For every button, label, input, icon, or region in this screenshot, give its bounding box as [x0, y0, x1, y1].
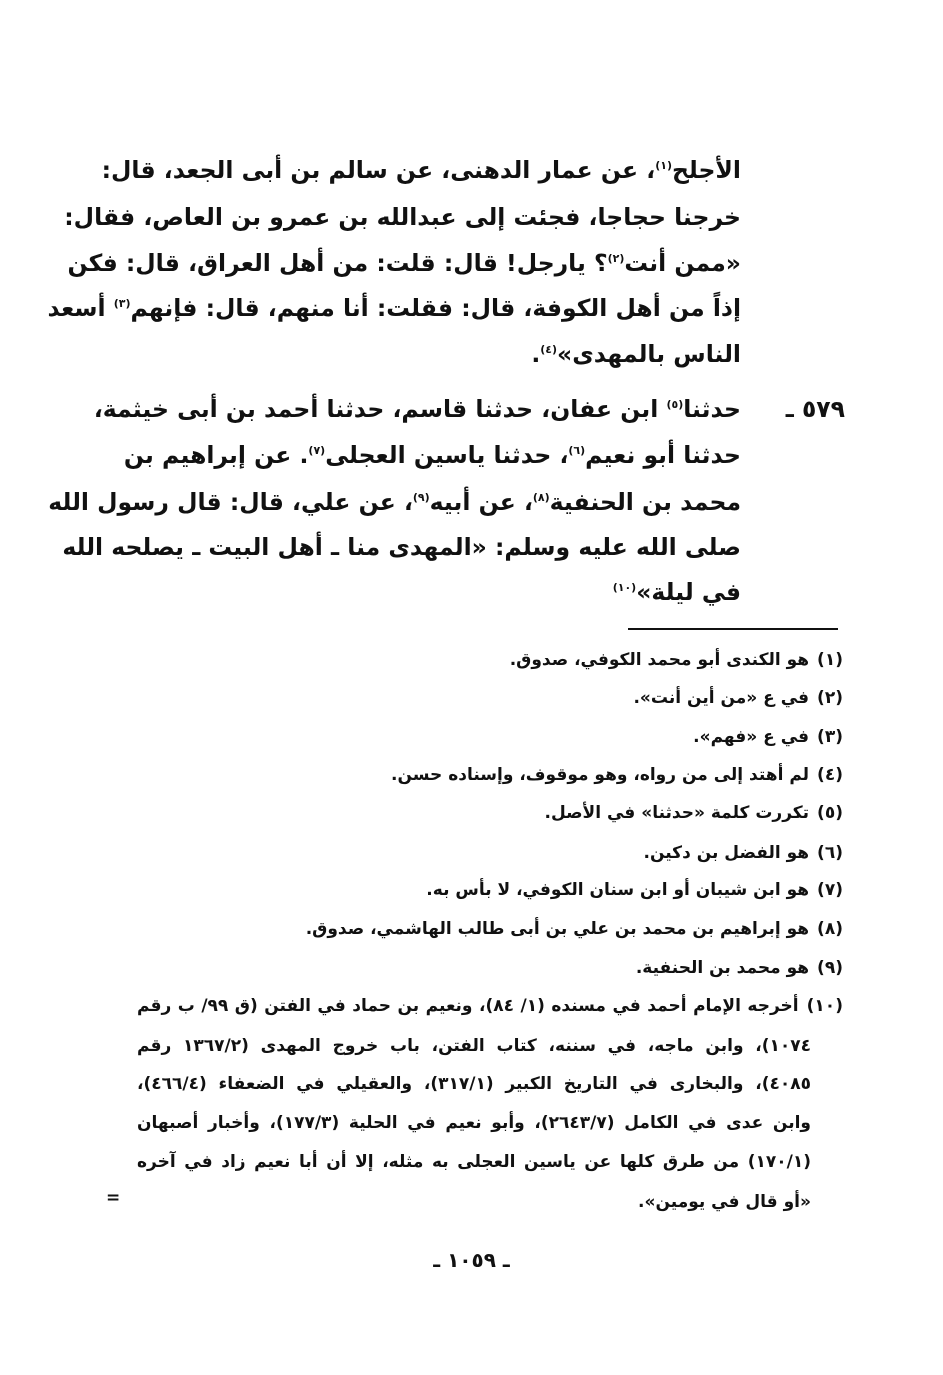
- footnote-text: أخرجه الإمام أحمد في مسنده (١/ ٨٤)، ونعيم بن حماد في الفتن (ق ٩٩/ ب رقم: [137, 996, 799, 1016]
- footnote: [143, 642, 843, 678]
- footnote-ref: (٩): [412, 491, 430, 505]
- footnote-number: (٩): [817, 958, 843, 978]
- footnote-text: هو ابن شيبان أو ابن سنان الكوفي، لا بأس به.: [426, 880, 810, 900]
- footnote-ref: (٨): [532, 491, 550, 505]
- footnote-ref: (٤): [540, 343, 558, 357]
- continuation-mark: =: [106, 1188, 121, 1208]
- footnote: [143, 757, 843, 793]
- footnote-text: هو الكندى أبو محمد الكوفي، صدوق.: [509, 650, 810, 670]
- text-line: «ممن أنت$^{(٢)}$؟ يارجل! قال: قلت: من أهل العراق، قال: فكن: [67, 249, 741, 277]
- footnote: [143, 795, 843, 831]
- footnote: [143, 680, 843, 716]
- text-line: صلى الله عليه وسلم: «المهدى منا ـ أهل البيت ـ يصلحه الله: [62, 533, 741, 561]
- footnote-number: (٦): [817, 843, 843, 863]
- footnote-continuation: وابن عدى في الكامل (٢٦٤٣/٧)، وأبو نعيم في الحلية (١٧٧/٣)، وأخبار أصبهان: [137, 1113, 811, 1133]
- footnote-text: في ع «من أين أنت».: [633, 688, 810, 708]
- footnote-number: (٣): [817, 727, 843, 747]
- footnote-number: (١): [817, 650, 843, 670]
- footnote-text: في ع «فهم».: [693, 727, 810, 747]
- footnote: [143, 872, 843, 908]
- footnote-text: هو إبراهيم بن محمد بن علي بن أبى طالب الهاشمي، صدوق.: [305, 919, 810, 939]
- footnote-number: (٥): [817, 803, 843, 823]
- footnote: [143, 950, 843, 986]
- footnote-ref: (١): [655, 159, 672, 173]
- footnote-text: تكررت كلمة «حدثنا» في الأصل.: [544, 803, 810, 823]
- text-line: في ليلة»$^{(١٠)}$: [612, 578, 741, 606]
- text-line: حدثنا أبو نعيم$^{(٦)}$، حدثنا ياسين العجلى$^{(٧)}$. عن إبراهيم بن: [123, 441, 741, 469]
- footnote-number: (٢): [817, 688, 843, 708]
- footnote-ref: (٥): [666, 398, 684, 412]
- text-line: حدثنا$^{(٥)}$ ابن عفان، حدثنا قاسم، حدثنا أحمد بن أبى خيثمة،: [93, 395, 741, 423]
- footnote-text: هو محمد بن الحنفية.: [635, 958, 810, 978]
- footnote-continuation: «أو قال في يومين».: [638, 1192, 811, 1212]
- footnote: [143, 719, 843, 755]
- footnote: [137, 988, 843, 1024]
- footnote-ref: (٧): [308, 444, 326, 458]
- footnote-ref: (٦): [568, 444, 586, 458]
- footnote-continuation: ٤٠٨٥)، والبخارى في التاريخ الكبير (٣١٧/١)، والعقيلي في الضعفاء (٤٦٦/٤)،: [137, 1074, 811, 1094]
- footnote-divider: [628, 628, 838, 630]
- footnote-number: (١٠): [806, 996, 843, 1016]
- text-line: الناس بالمهدى»$^{(٤)}$.: [531, 340, 741, 368]
- footnote: [143, 835, 843, 871]
- footnote-ref: (٢): [607, 252, 625, 266]
- footnote-text: هو الفضل بن دكين.: [643, 843, 810, 863]
- footnote-ref: (٣): [113, 297, 131, 311]
- footnote-number: (٧): [817, 880, 843, 900]
- text-line: إذاً من أهل الكوفة، قال: فقلت: أنا منهم، قال: فإنهم$^{(٣)}$ أسعد: [47, 294, 741, 322]
- page-number: ـ ١٠٥٩ ـ: [433, 1248, 510, 1272]
- text-line: الأجلح$^{(١)}$، عن عمار الدهنى، عن سالم بن أبى الجعد، قال:: [101, 156, 741, 184]
- footnote-continuation: (١٧٠/١) من طرق كلها عن ياسين العجلى به مثله، إلا أن أبا نعيم زاد في آخره: [137, 1152, 811, 1172]
- footnote-number: (٤): [817, 765, 843, 785]
- footnote: [143, 911, 843, 947]
- footnote-number: (٨): [817, 919, 843, 939]
- footnote-text: لم أهتد إلى من رواه، وهو موقوف، وإسناده حسن.: [391, 765, 810, 785]
- text-line: خرجنا حجاجا، فجئت إلى عبدالله بن عمرو بن العاص، فقال:: [64, 203, 741, 231]
- footnote-ref: (١٠): [612, 581, 637, 595]
- text-line: محمد بن الحنفية$^{(٨)}$، عن أبيه$^{(٩)}$، عن علي، قال: قال رسول الله: [48, 488, 741, 516]
- footnote-continuation: ١٠٧٤)، وابن ماجه، في سننه، كتاب الفتن، باب خروج المهدى (١٣٦٧/٢ رقم: [137, 1036, 812, 1056]
- entry-number: ٥٧٩ ـ: [785, 395, 845, 423]
